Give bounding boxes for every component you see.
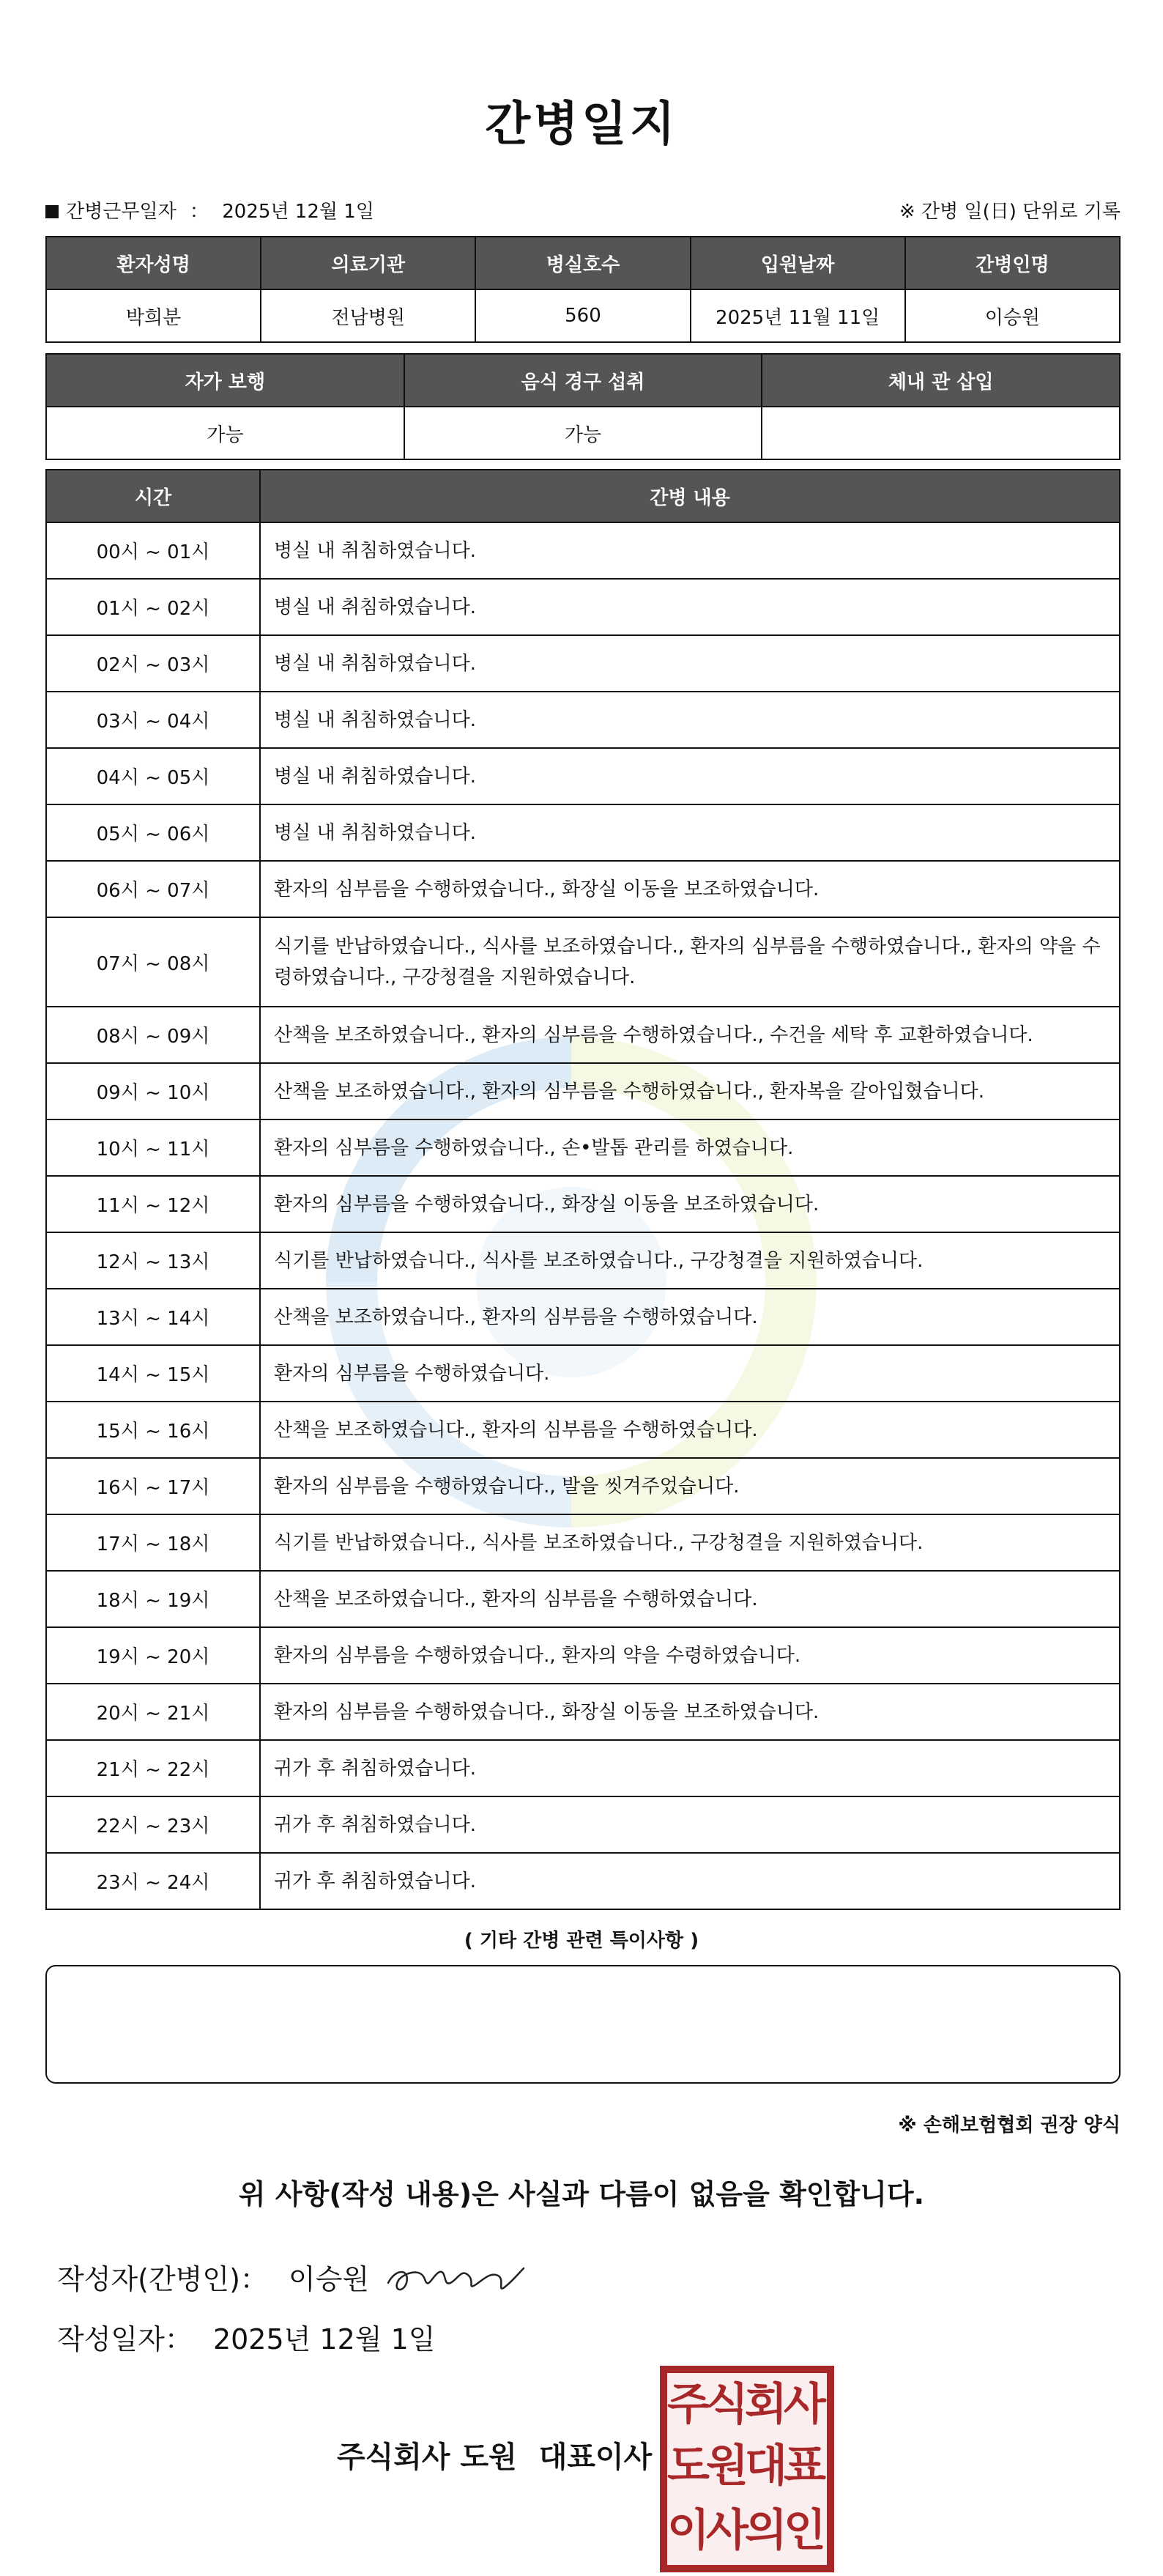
- log-row: [46, 579, 1120, 635]
- log-content: 산책을 보조하였습니다., 환자의 심부름을 수행하였습니다.: [260, 1571, 1120, 1627]
- log-time: 17시 ~ 18시: [46, 1514, 260, 1571]
- record-unit-note: ※ 간병 일(日) 단위로 기록: [899, 201, 1121, 223]
- svg-text:원: 원: [706, 2440, 748, 2492]
- log-time: 10시 ~ 11시: [46, 1119, 260, 1176]
- header-patient-name: 환자성명: [46, 237, 261, 289]
- svg-text:주: 주: [667, 2379, 710, 2430]
- log-content: 환자의 심부름을 수행하였습니다., 환자의 약을 수령하였습니다.: [260, 1627, 1120, 1684]
- log-time: 14시 ~ 15시: [46, 1345, 260, 1402]
- log-content: 환자의 심부름을 수행하였습니다., 화장실 이동을 보조하였습니다.: [260, 861, 1120, 917]
- log-row: [46, 1345, 1120, 1402]
- svg-text:이: 이: [667, 2505, 710, 2556]
- log-row: [46, 1176, 1120, 1232]
- log-time: 05시 ~ 06시: [46, 804, 260, 861]
- header-admission-date: 입원날짜: [691, 237, 905, 289]
- log-content: 환자의 심부름을 수행하였습니다., 화장실 이동을 보조하였습니다.: [260, 1176, 1120, 1232]
- svg-text:도: 도: [667, 2440, 710, 2492]
- recommend-note: ※ 손해보험협회 권장 양식: [898, 2114, 1121, 2136]
- log-content: 귀가 후 취침하였습니다.: [260, 1796, 1120, 1853]
- log-content: 식기를 반납하였습니다., 식사를 보조하였습니다., 환자의 심부름을 수행하였습니다., 환자의 약을 수령하였습니다., 구강청결을 지원하였습니다.: [260, 917, 1120, 1007]
- written-date-row: [57, 2317, 435, 2357]
- log-time: 08시 ~ 09시: [46, 1007, 260, 1063]
- header-self-walking: 자가 보행: [46, 354, 404, 407]
- svg-text:의: 의: [745, 2505, 787, 2556]
- work-date: [45, 196, 374, 223]
- log-content: 식기를 반납하였습니다., 식사를 보조하였습니다., 구강청결을 지원하였습니다.: [260, 1232, 1120, 1289]
- log-row: [46, 804, 1120, 861]
- svg-text:식: 식: [706, 2379, 748, 2430]
- caregiver-name: 이승원: [905, 289, 1120, 342]
- self-walking: 가능: [46, 407, 404, 459]
- work-date-separator: ：: [189, 201, 209, 223]
- tube-insertion: [762, 407, 1120, 459]
- header-tube-insertion: 체내 관 삽입: [762, 354, 1120, 407]
- confirm-statement: 위 사항(작성 내용)은 사실과 다름이 없음을 확인합니다.: [238, 2178, 925, 2210]
- patient-status-table: [45, 353, 1121, 460]
- log-content: 산책을 보조하였습니다., 환자의 심부름을 수행하였습니다.: [260, 1289, 1120, 1345]
- log-time: 20시 ~ 21시: [46, 1684, 260, 1740]
- room-number: 560: [475, 289, 690, 342]
- log-row: [46, 1571, 1120, 1627]
- svg-text:대: 대: [745, 2440, 787, 2492]
- notes-title: ( 기타 간병 관련 특이사항 ): [464, 1930, 699, 1952]
- work-date-value: 2025년 12월 1일: [222, 201, 374, 223]
- log-content: 병실 내 취침하였습니다.: [260, 522, 1120, 579]
- notes-box[interactable]: [45, 1965, 1121, 2084]
- log-content: 환자의 심부름을 수행하였습니다., 화장실 이동을 보조하였습니다.: [260, 1684, 1120, 1740]
- header-care-content: 간병 내용: [260, 470, 1120, 522]
- log-row: [46, 861, 1120, 917]
- log-time: 15시 ~ 16시: [46, 1402, 260, 1458]
- log-row: [46, 748, 1120, 804]
- header-oral-intake: 음식 경구 섭취: [404, 354, 762, 407]
- log-content: 산책을 보조하였습니다., 환자의 심부름을 수행하였습니다., 수건을 세탁 후 교환하였습니다.: [260, 1007, 1120, 1063]
- log-time: 18시 ~ 19시: [46, 1571, 260, 1627]
- log-time: 23시 ~ 24시: [46, 1853, 260, 1909]
- log-content: 귀가 후 취침하였습니다.: [260, 1740, 1120, 1796]
- log-time: 13시 ~ 14시: [46, 1289, 260, 1345]
- patient-info-table: [45, 236, 1121, 343]
- log-content: 식기를 반납하였습니다., 식사를 보조하였습니다., 구강청결을 지원하였습니다.: [260, 1514, 1120, 1571]
- writer-label: 작성자(간병인)：: [57, 2263, 268, 2295]
- log-row: [46, 1740, 1120, 1796]
- log-content: 병실 내 취침하였습니다.: [260, 748, 1120, 804]
- log-row: [46, 1063, 1120, 1119]
- header-hospital: 의료기관: [261, 237, 475, 289]
- log-row: [46, 1458, 1120, 1514]
- header-caregiver-name: 간병인명: [905, 237, 1120, 289]
- header-room-number: 병실호수: [475, 237, 690, 289]
- log-content: 병실 내 취침하였습니다.: [260, 692, 1120, 748]
- square-bullet-icon: [45, 205, 59, 218]
- log-row: [46, 692, 1120, 748]
- log-row: [46, 1853, 1120, 1909]
- log-row: [46, 1627, 1120, 1684]
- log-time: 11시 ~ 12시: [46, 1176, 260, 1232]
- log-row: [46, 1796, 1120, 1853]
- writer-name: 이승원: [289, 2263, 370, 2295]
- log-row: [46, 1007, 1120, 1063]
- work-date-label: 간병근무일자: [66, 201, 177, 223]
- svg-text:사: 사: [784, 2379, 826, 2430]
- log-time: 09시 ~ 10시: [46, 1063, 260, 1119]
- company-line: [337, 2434, 652, 2476]
- log-content: 병실 내 취침하였습니다.: [260, 635, 1120, 692]
- svg-text:사: 사: [706, 2505, 748, 2556]
- log-time: 02시 ~ 03시: [46, 635, 260, 692]
- svg-text:인: 인: [784, 2505, 826, 2556]
- written-date-label: 작성일자：: [57, 2323, 193, 2355]
- log-content: 귀가 후 취침하였습니다.: [260, 1853, 1120, 1909]
- log-content: 병실 내 취침하였습니다.: [260, 579, 1120, 635]
- admission-date: 2025년 11월 11일: [691, 289, 905, 342]
- log-time: 22시 ~ 23시: [46, 1796, 260, 1853]
- log-time: 12시 ~ 13시: [46, 1232, 260, 1289]
- log-time: 04시 ~ 05시: [46, 748, 260, 804]
- log-content: 환자의 심부름을 수행하였습니다., 발을 씻겨주었습니다.: [260, 1458, 1120, 1514]
- company-seal: [659, 2365, 835, 2573]
- log-time: 16시 ~ 17시: [46, 1458, 260, 1514]
- writer-row: [57, 2257, 369, 2297]
- company-role: 대표이사: [538, 2440, 653, 2474]
- oral-intake: 가능: [404, 407, 762, 459]
- log-row: [46, 1232, 1120, 1289]
- document-title: 간병일지: [485, 97, 678, 152]
- meta-row: [45, 192, 1121, 221]
- written-date-value: 2025년 12월 1일: [212, 2323, 436, 2355]
- log-content: 산책을 보조하였습니다., 환자의 심부름을 수행하였습니다., 환자복을 갈아입혔습니다.: [260, 1063, 1120, 1119]
- log-time: 03시 ~ 04시: [46, 692, 260, 748]
- log-time: 06시 ~ 07시: [46, 861, 260, 917]
- log-time: 07시 ~ 08시: [46, 917, 260, 1007]
- log-row: [46, 1684, 1120, 1740]
- signature: [381, 2246, 527, 2305]
- company-name: 주식회사 도원: [337, 2440, 517, 2474]
- care-log-table: [45, 469, 1121, 1910]
- log-content: 환자의 심부름을 수행하였습니다.: [260, 1345, 1120, 1402]
- log-content: 병실 내 취침하였습니다.: [260, 804, 1120, 861]
- log-time: 19시 ~ 20시: [46, 1627, 260, 1684]
- log-row: [46, 1119, 1120, 1176]
- header-time: 시간: [46, 470, 260, 522]
- log-row: [46, 1402, 1120, 1458]
- log-row: [46, 917, 1120, 1007]
- log-row: [46, 522, 1120, 579]
- hospital: 전남병원: [261, 289, 475, 342]
- svg-text:표: 표: [784, 2440, 826, 2492]
- log-time: 01시 ~ 02시: [46, 579, 260, 635]
- log-time: 21시 ~ 22시: [46, 1740, 260, 1796]
- log-row: [46, 635, 1120, 692]
- patient-name: 박희분: [46, 289, 261, 342]
- log-row: [46, 1514, 1120, 1571]
- log-row: [46, 1289, 1120, 1345]
- svg-text:회: 회: [745, 2379, 787, 2430]
- log-content: 환자의 심부름을 수행하였습니다., 손•발톱 관리를 하였습니다.: [260, 1119, 1120, 1176]
- log-time: 00시 ~ 01시: [46, 522, 260, 579]
- log-content: 산책을 보조하였습니다., 환자의 심부름을 수행하였습니다.: [260, 1402, 1120, 1458]
